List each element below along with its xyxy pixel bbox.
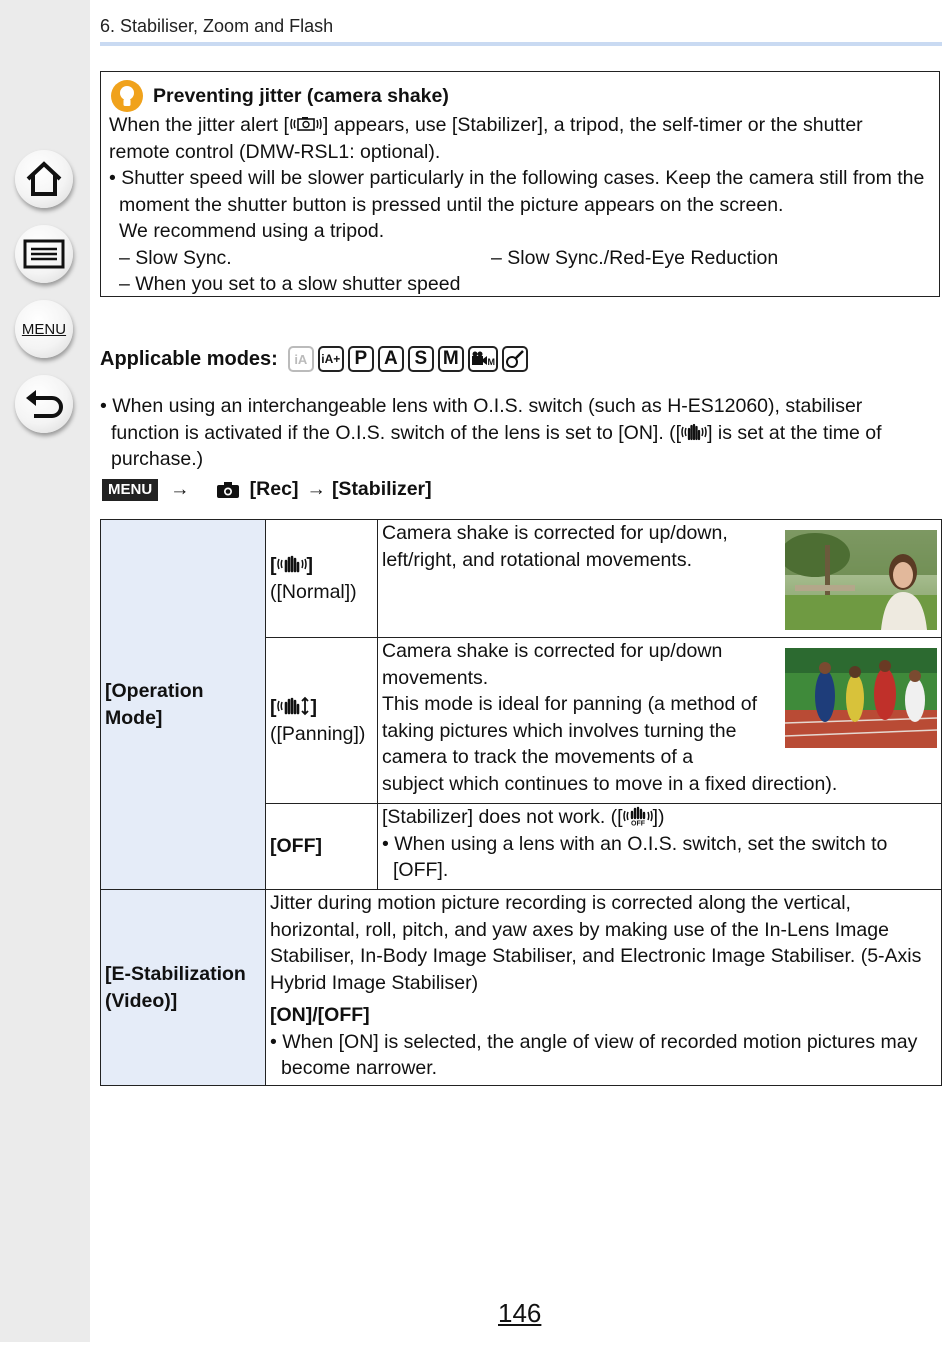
menu-path (102, 478, 432, 501)
panning-open-bracket: [ (270, 696, 277, 718)
normal-desc-1: Camera shake is corrected for up/down, (382, 522, 728, 544)
path-stabilizer: [Stabilizer] (331, 478, 432, 500)
estab-desc-3: Stabiliser, In-Body Image Stabiliser, and Electronic Image Stabiliser. (5-Axis (270, 945, 922, 967)
ois-note-line-1: • When using an interchangeable lens with O.I.S. switch (such as H-ES12060), stabiliser (100, 395, 863, 417)
panning-mode-label: ([Panning]) (270, 722, 366, 745)
side-bottom-gap (0, 1342, 90, 1364)
tip-title: Preventing jitter (camera shake) (153, 84, 449, 107)
stabilizer-off-icon (623, 806, 653, 826)
tip-bullet-1b: moment the shutter button is pressed until the picture appears on the screen. (119, 193, 784, 216)
off-desc-1a: [Stabilizer] does not work. ([ (382, 806, 623, 828)
menu-button-label: MENU (21, 320, 67, 338)
path-rec: [Rec] (249, 478, 299, 500)
tip-bullet-1c: We recommend using a tripod. (119, 220, 385, 242)
path-arrow-2: → (306, 478, 326, 500)
e-stabilization-label-2: (Video)] (105, 989, 178, 1012)
stabilizer-normal-icon (681, 422, 707, 442)
manual-mode-icon: M (438, 346, 464, 372)
ois-note-line-2b: ] is set at the time of (707, 421, 882, 444)
ois-note-line-2 (100, 420, 930, 447)
creative-video-mode-icon (468, 346, 498, 372)
normal-mode-label: ([Normal]) (270, 580, 357, 603)
off-desc-1 (382, 804, 937, 831)
section-header: 6. Stabiliser, Zoom and Flash (100, 16, 334, 36)
intelligent-auto-mode-icon: iA (288, 346, 314, 372)
contents-button[interactable] (15, 225, 73, 283)
e-stabilization-cell (101, 890, 266, 1086)
off-desc-1b: ]) (652, 806, 665, 828)
normal-open-bracket: [ (270, 554, 277, 576)
page-number: 146 (498, 1298, 542, 1328)
ois-note (100, 393, 930, 473)
lightbulb-icon (111, 80, 143, 112)
tip-line-1a: When the jitter alert [ (109, 114, 289, 136)
program-mode-icon: P (348, 346, 374, 372)
panning-desc-1: Camera shake is corrected for up/down (382, 640, 723, 662)
normal-close-bracket: ] (306, 554, 313, 576)
camera-icon (216, 481, 240, 499)
tip-line-1b: ] appears, use [Stabilizer], a tripod, the self-timer or the shutter (322, 114, 863, 136)
shutter-priority-mode-icon: S (408, 346, 434, 372)
home-button[interactable] (15, 150, 73, 208)
estab-desc-1: Jitter during motion picture recording is corrected along the vertical, (270, 892, 851, 914)
table-row-e-stabilization (101, 890, 942, 1086)
jitter-alert-icon (289, 114, 323, 134)
off-desc-3: [OFF]. (393, 859, 449, 881)
back-button[interactable] (15, 375, 73, 433)
panning-desc-6: subject which continues to move in a fixed direction). (382, 772, 838, 795)
tip-bullet-1a: • Shutter speed will be slower particularly in the following cases. Keep the camera still from the (109, 167, 925, 189)
panning-close-bracket: ] (310, 696, 317, 718)
panning-desc-2: movements. (382, 666, 489, 689)
runners-photo (785, 648, 937, 748)
aperture-priority-mode-icon: A (378, 346, 404, 372)
operation-mode-cell (101, 520, 266, 890)
panning-mode-description (378, 638, 942, 804)
estab-bullet-2: become narrower. (281, 1057, 438, 1079)
tip-case-3: – When you set to a slow shutter speed (119, 273, 461, 295)
estab-options: [ON]/[OFF] (270, 1004, 370, 1026)
tip-title-row (111, 80, 939, 112)
list-icon (23, 239, 65, 269)
normal-mode-cell (266, 520, 378, 638)
panning-desc-4: taking pictures which involves turning the (382, 719, 737, 742)
estab-bullet-1: • When [ON] is selected, the angle of view of recorded motion pictures may (270, 1030, 918, 1053)
tip-case-1: – Slow Sync. (119, 246, 232, 269)
header-rule (100, 42, 942, 46)
off-mode-cell: [OFF] (266, 804, 378, 890)
stabilizer-settings-table (100, 519, 942, 1086)
tip-line-1 (109, 112, 939, 139)
normal-desc-2: left/right, and rotational movements. (382, 548, 692, 571)
intelligent-auto-plus-mode-icon: iA+ (318, 346, 344, 372)
panning-mode-cell (266, 638, 378, 804)
operation-mode-label-2: Mode] (105, 706, 163, 729)
mode-icons (288, 346, 532, 372)
path-arrow-1: → (170, 478, 190, 500)
applicable-modes (100, 346, 532, 372)
operation-mode-label-1: [Operation (105, 680, 204, 702)
normal-mode-description (378, 520, 942, 638)
off-desc-2-text: • When using a lens with an O.I.S. switch, set the switch to (382, 832, 888, 855)
panning-desc-3: This mode is ideal for panning (a method of (382, 693, 758, 715)
back-arrow-icon (24, 388, 64, 420)
stabilizer-normal-icon (277, 554, 307, 574)
menu-button[interactable] (15, 300, 73, 358)
svg-text:OFF: OFF (630, 820, 645, 826)
tip-line-2: remote control (DMW-RSL1: optional). (109, 140, 441, 163)
e-stabilization-label-1: [E-Stabilization (105, 963, 246, 985)
table-row-normal (101, 520, 942, 638)
applicable-modes-label: Applicable modes: (100, 347, 278, 370)
estab-desc-4: Hybrid Image Stabiliser) (270, 971, 479, 994)
creative-control-mode-icon (502, 346, 528, 372)
off-mode-description (378, 804, 942, 890)
menu-badge: MENU (102, 479, 158, 501)
svg-text:M: M (487, 357, 495, 367)
tip-box (100, 71, 940, 297)
ois-note-line-2a: function is activated if the O.I.S. switch of the lens is set to [ON]. ([ (111, 421, 682, 444)
tip-case-2: – Slow Sync./Red-Eye Reduction (491, 246, 779, 269)
woman-in-park-photo (785, 530, 937, 630)
estab-desc-2: horizontal, roll, pitch, and yaw axes by making use of the In-Lens Image (270, 918, 889, 941)
stabilizer-panning-icon (277, 696, 311, 716)
normal-mode-icon-row (270, 552, 373, 579)
home-icon (24, 160, 64, 198)
tip-cases-row (109, 245, 939, 272)
e-stabilization-description (266, 890, 942, 1086)
off-desc-2 (382, 831, 937, 858)
panning-desc-5: camera to track the movements of a (382, 746, 694, 768)
ois-note-line-3: purchase.) (111, 448, 204, 470)
panning-mode-icon-row (270, 694, 373, 721)
